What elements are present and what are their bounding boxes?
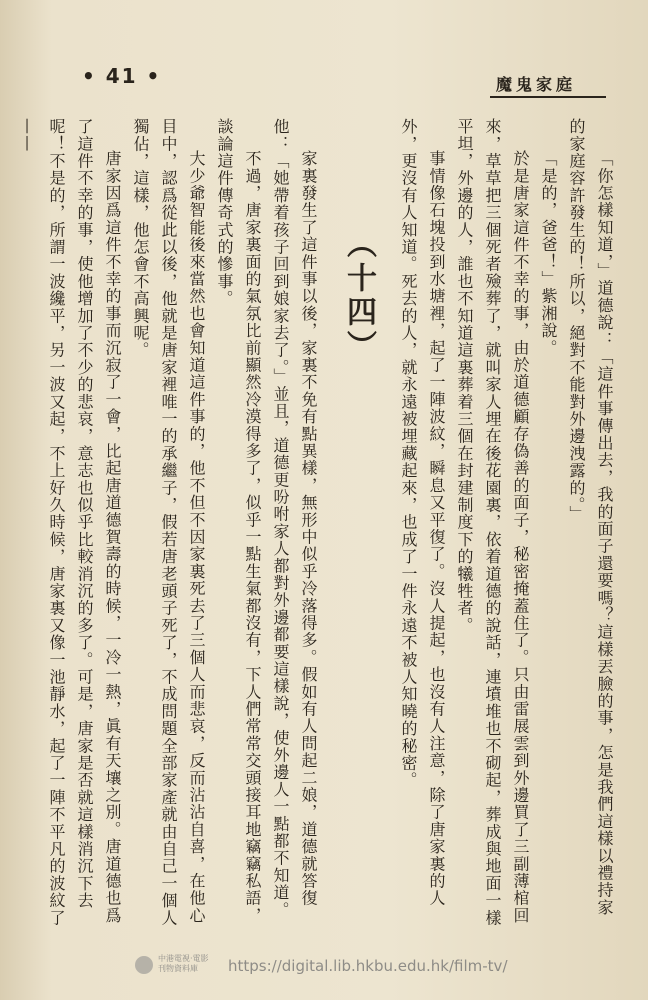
running-title: 魔鬼家庭	[496, 75, 577, 94]
vertical-text-body	[19, 118, 618, 928]
page-number: • 41 •	[82, 64, 162, 88]
watermark-org-line1: 中港電視·電影	[158, 954, 209, 963]
paragraph: 「是的，爸爸！」紫湘說。	[539, 150, 558, 357]
paragraph: 於是唐家這件不幸的事，由於道德顧存偽善的面子，秘密掩蓋住了。只由雷展雲到外邊買了三副薄棺回來，草草把三個死者殮葬了，就叫家人埋在後花園裏，依着道德的說話，連墳堆也不砌起，葬成與地面一樣平坦，外邊的人，誰也不知道這裏葬着三個在封建制度下的犧牲者。	[455, 118, 530, 927]
paragraph: 事情像石塊投到水塘裡，起了一陣波紋，瞬息又平復了。沒人提起，也沒有人注意，除了唐家裏的人外，更沒有人知道。死去的人，就永遠被埋藏起來，也成了一件永遠不被人知曉的秘密。	[399, 118, 446, 907]
library-logo-icon	[135, 956, 153, 974]
paragraph: 「你怎樣知道，」道德說：「這件事傳出去，我的面子還要嗎？這樣丟臉的事，怎是我們這樣以禮持家的家庭容許發生的！所以，絕對不能對外邊洩露的。」	[567, 118, 614, 916]
watermark-org-line2: 刊物資料庫	[158, 964, 198, 973]
watermark-url: https://digital.lib.hkbu.edu.hk/film-tv/	[228, 957, 508, 975]
watermark-org	[158, 954, 228, 974]
paragraph: 不過，唐家裏面的氣氛比前顯然冷漠得多了，似乎一點生氣都沒有，下人們常常交頭接耳地竊竊私語，談論這件傳奇式的慘事。	[215, 118, 262, 924]
paragraph: 大少爺智能後來當然也會知道這件事的，他不但不因家裏死去了三個人而悲哀，反而沾沾自喜，在他心目中，認爲從此以後，他就是唐家裡唯一的承繼子，假若唐老頭子死了，不成問題全部家產就由自己一個人獨佔，這樣，他怎會不高興呢。	[131, 118, 206, 927]
chapter-heading: （十四）	[341, 228, 376, 364]
title-underline	[490, 96, 606, 98]
paragraph: 唐家因爲這件不幸的事而沉寂了一會，比起唐道德賀壽的時候，一冷一熱，眞有天壤之別。唐道德也爲了這件不幸的事，使他增加了不少的悲哀，意志也似乎比較消沉的多了。可是，唐家是否就這樣消沉下去呢！不是的，所謂一波纔平，另一波又起，不上好久時候，唐家裏又像一池靜水，起了一陣不平凡的波紋了——	[19, 118, 122, 927]
paragraph: 家裏發生了這件事以後，家裏不免有點異樣，無形中似乎冷落得多。假如有人問起二娘，道德就答復他：「她帶着孩子回到娘家去了。」並且，道德更吩咐家人都對外邊都要這樣說，使外邊人一點都不知道。	[271, 118, 318, 919]
